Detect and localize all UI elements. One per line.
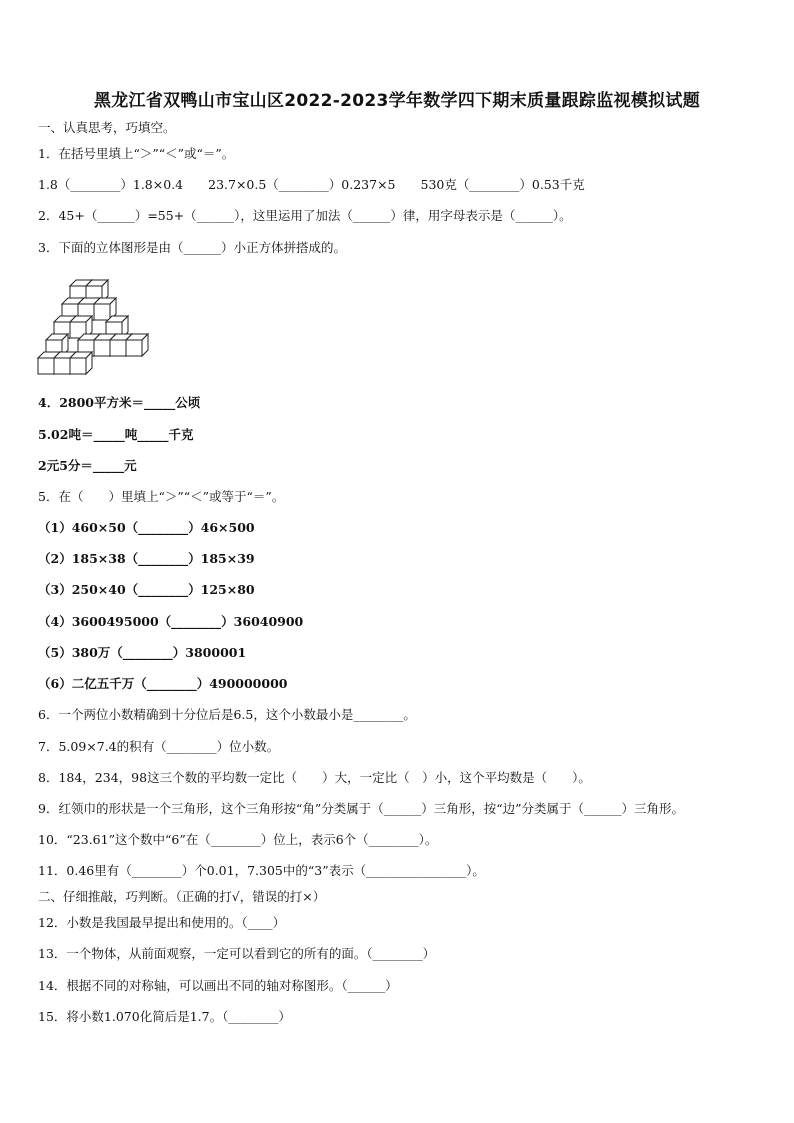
question-line: 10．“23.61”这个数中“6”在（________）位上，表示6个（________）。 [38,832,438,847]
question-line: 4．2800平方米＝_____公顷 [38,395,201,410]
question-line: 1.8（________）1.8×0.4 23.7×0.5（________）0.237×5 530克（________）0.53千克 [38,177,585,192]
question-line: 5.02吨＝_____吨_____千克 [38,427,194,442]
question-line: （4）3600495000（________）36040900 [38,614,304,629]
question-line: 15．将小数1.070化简后是1.7。（________） [38,1009,291,1024]
question-line: （2）185×38（________）185×39 [38,551,255,566]
question-line: 二、仔细推敲，巧判断。（正确的打√，错误的打×） [38,889,326,904]
question-line: 1．在括号里填上“＞”“＜”或“＝”。 [38,146,235,161]
question-line: （3）250×40（________）125×80 [38,582,255,597]
question-line: 3．下面的立体图形是由（______）小正方体拼搭成的。 [38,240,346,255]
cube [126,334,148,356]
cube [70,352,92,374]
question-line: 14．根据不同的对称轴，可以画出不同的轴对称图形。（______） [38,978,398,993]
question-line: 11．0.46里有（________）个0.01，7.305中的“3”表示（________________）。 [38,863,485,878]
question-line: 7．5.09×7.4的积有（________）位小数。 [38,739,280,754]
question-line: 5．在（ ）里填上“＞”“＜”或等于“＝”。 [38,489,285,504]
question-line: 12．小数是我国最早提出和使用的。（____） [38,915,286,930]
question-line: 一、认真思考，巧填空。 [38,120,176,135]
question-line: （1）460×50（________）46×500 [38,520,255,535]
question-line: （5）380万（________）3800001 [38,645,247,660]
question-line: （6）二亿五千万（________）490000000 [38,676,288,691]
cube-stack-figure [36,278,160,380]
question-line: 8．184，234，98这三个数的平均数一定比（ ）大，一定比（ ）小，这个平均数是（ ）。 [38,770,591,785]
question-line: 2．45+（______）=55+（______），这里运用了加法（______）律，用字母表示是（______）。 [38,208,572,223]
question-line: 6．一个两位小数精确到十分位后是6.5，这个小数最小是________。 [38,707,416,722]
question-line: 2元5分＝_____元 [38,458,137,473]
page-title: 黑龙江省双鸭山市宝山区2022-2023学年数学四下期末质量跟踪监视模拟试题 [93,91,701,111]
question-line: 13．一个物体，从前面观察，一定可以看到它的所有的面。（________） [38,946,436,961]
question-line: 9．红领巾的形状是一个三角形，这个三角形按“角”分类属于（______）三角形，按“边”分类属于（______）三角形。 [38,801,685,816]
